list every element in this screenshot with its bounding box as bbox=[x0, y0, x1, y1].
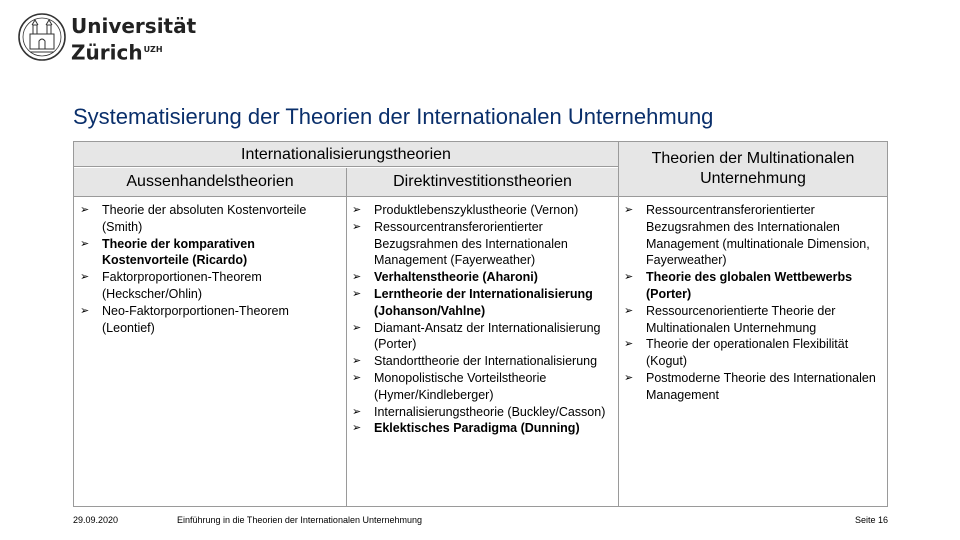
list-item: ➢ Internalisierungstheorie (Buckley/Casson) bbox=[346, 404, 618, 421]
theories-table bbox=[73, 141, 888, 507]
university-logo bbox=[17, 12, 197, 68]
header-foreign-trade-theories: Aussenhandelstheorien bbox=[74, 168, 346, 196]
list-item: ➢ Lerntheorie der Internationalisierung (Johanson/Vahlne) bbox=[346, 286, 618, 320]
list-item: ➢ Ressourcentransferorientierter Bezugsrahmen des Internationalen Management (Fayerweather) bbox=[346, 219, 618, 269]
list-item: ➢ Monopolistische Vorteilstheorie (Hymer/Kindleberger) bbox=[346, 370, 618, 404]
list-item: ➢ Theorie der absoluten Kostenvorteile (Smith) bbox=[74, 202, 339, 236]
list-item: ➢ Ressourcentransferorientierter Bezugsrahmen des Internationalen Management (multinationale Dimension, Fayerweather) bbox=[618, 202, 886, 269]
footer-course-title: Einführung in die Theorien der Internationalen Unternehmung bbox=[177, 515, 422, 525]
footer-date: 29.09.2020 bbox=[73, 515, 119, 525]
foreign-trade-theories-list bbox=[74, 202, 339, 336]
header-internationalization-theories: Internationalisierungstheorien bbox=[74, 142, 618, 167]
list-item: ➢ Theorie der operationalen Flexibilität (Kogut) bbox=[618, 336, 886, 370]
logo-wordmark bbox=[71, 15, 196, 65]
footer-page-number: Seite 16 bbox=[854, 515, 888, 525]
page-title: Systematisierung der Theorien der Internationalen Unternehmung bbox=[73, 104, 714, 129]
logo-suffix: UZH bbox=[143, 45, 163, 54]
university-seal-icon bbox=[17, 12, 67, 62]
list-item: ➢ Theorie der komparativen Kostenvorteile (Ricardo) bbox=[74, 236, 339, 270]
list-item: ➢ Faktorproportionen-Theorem (Heckscher/Ohlin) bbox=[74, 269, 339, 303]
list-item: ➢ Diamant-Ansatz der Internationalisierung (Porter) bbox=[346, 320, 618, 354]
logo-line-2: Zürich bbox=[71, 40, 143, 65]
list-item: ➢ Neo-Faktorporportionen-Theorem (Leontief) bbox=[74, 303, 339, 337]
header-direct-investment-theories: Direktinvestitionstheorien bbox=[347, 168, 618, 196]
multinational-theories-list bbox=[618, 202, 886, 404]
list-item: ➢ Verhaltenstheorie (Aharoni) bbox=[346, 269, 618, 286]
logo-line-1: Universität bbox=[71, 14, 197, 38]
list-item: ➢ Ressourcenorientierte Theorie der Multinationalen Unternehmung bbox=[618, 303, 886, 337]
list-item: ➢ Produktlebenszyklustheorie (Vernon) bbox=[346, 202, 618, 219]
list-item: ➢ Eklektisches Paradigma (Dunning) bbox=[346, 420, 618, 437]
direct-investment-theories-list bbox=[346, 202, 618, 437]
list-item: ➢ Postmoderne Theorie des Internationalen Management bbox=[618, 370, 886, 404]
header-multinational-theories: Theorien der Multinationalen Unternehmung bbox=[619, 142, 887, 196]
header-divider bbox=[74, 196, 887, 197]
list-item: ➢ Theorie des globalen Wettbewerbs (Porter) bbox=[618, 269, 886, 303]
list-item: ➢ Standorttheorie der Internationalisierung bbox=[346, 353, 618, 370]
